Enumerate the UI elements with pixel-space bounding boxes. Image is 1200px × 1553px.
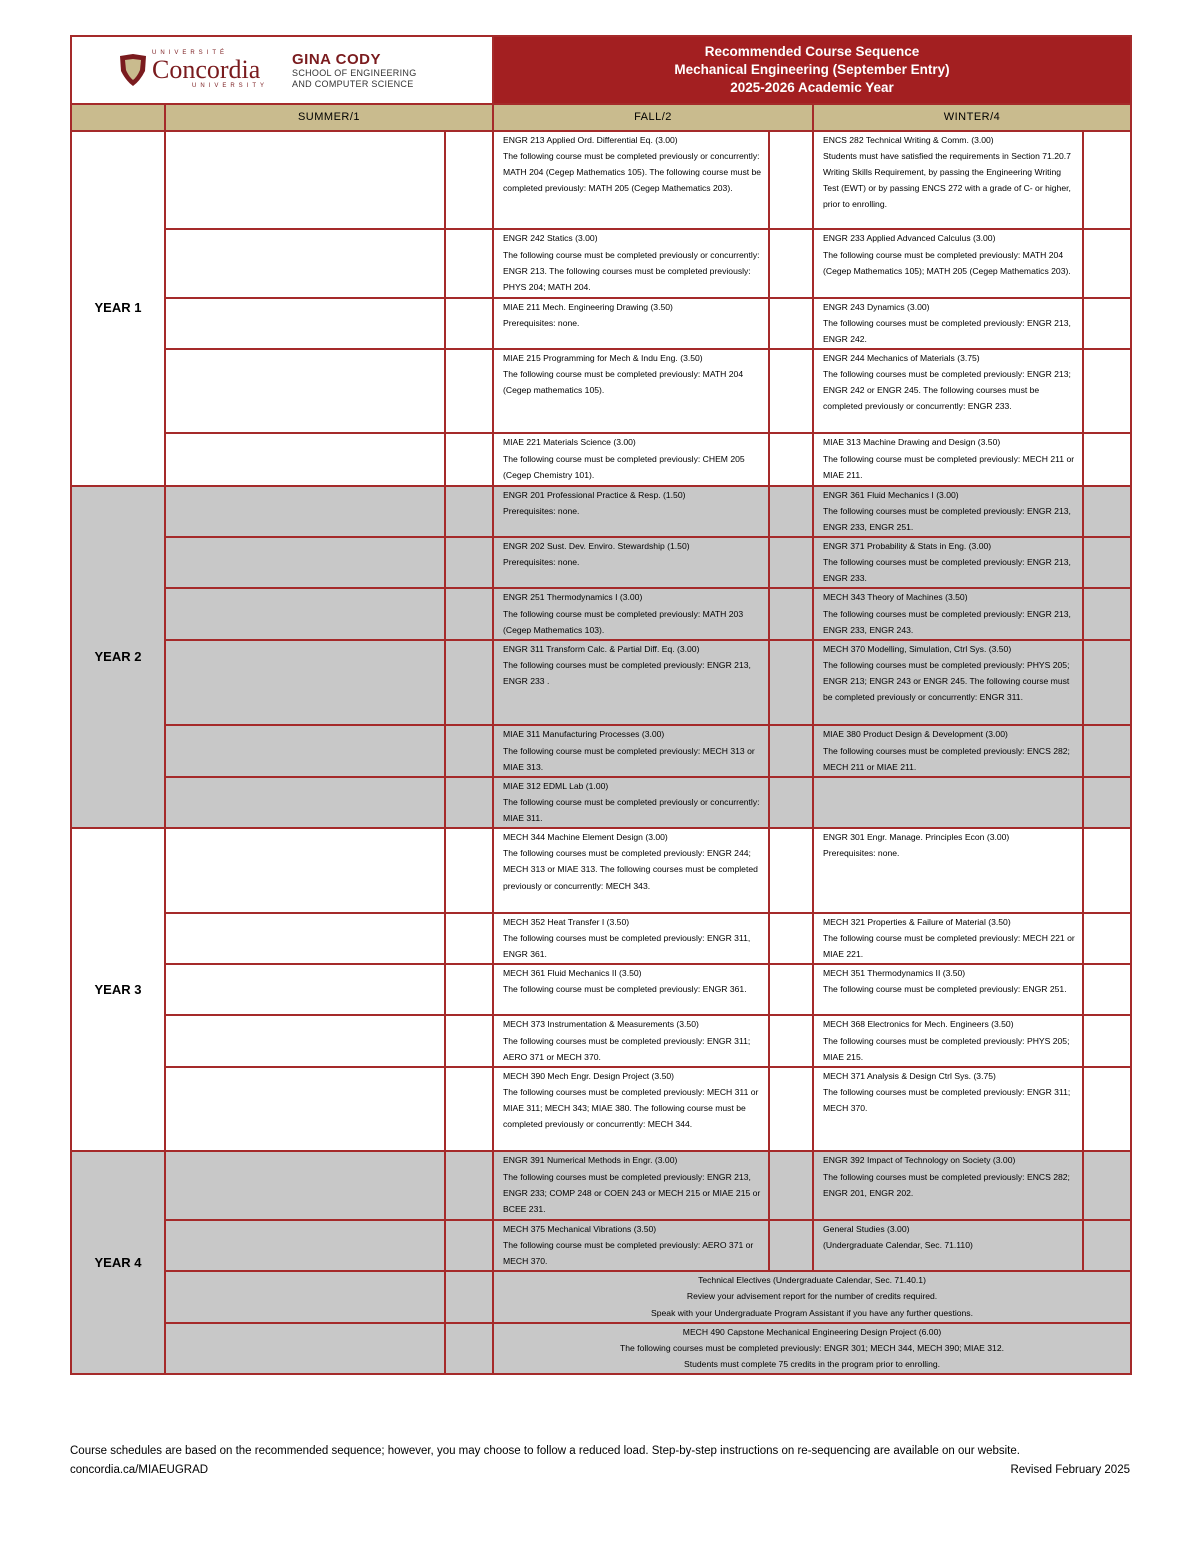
footer-url-link[interactable]: concordia.ca/MIAEUGRAD [70, 1464, 209, 1476]
logo-university-bottom: UNIVERSITY [192, 83, 269, 90]
logo-university-top: UNIVERSITÉ [152, 50, 229, 57]
winter-credit-cell [1083, 1151, 1131, 1219]
course-prereq: The following course must be completed previously: MATH 204 (Cegep mathematics 105). [503, 368, 744, 396]
semester-header-blank [71, 104, 165, 130]
course-prereq: The following course must be completed previously: MECH 211 or MIAE 211. [823, 453, 1075, 480]
summer-credit-cell [445, 1220, 493, 1271]
fall-course-cell [493, 433, 769, 485]
fall-credit-cell [769, 349, 813, 434]
course-title: MECH 352 Heat Transfer I (3.50) [503, 916, 630, 927]
fall-credit-cell [769, 913, 813, 964]
summer-course-cell [165, 349, 445, 434]
title-line-3: 2025-2026 Academic Year [730, 80, 894, 96]
summer-credit-cell [445, 1271, 493, 1322]
summer-course-cell [165, 777, 445, 828]
year-label: YEAR 1 [71, 131, 165, 486]
course-title: ENGR 244 Mechanics of Materials (3.75) [823, 352, 980, 363]
winter-credit-cell [1083, 828, 1131, 913]
course-title: MIAE 312 EDML Lab (1.00) [503, 780, 609, 791]
course-sequence-table [70, 35, 1132, 1375]
page-title-block [493, 36, 1131, 104]
course-title: ENGR 301 Engr. Manage. Principles Econ (3.00) [823, 832, 1010, 843]
winter-credit-cell [1083, 640, 1131, 726]
summer-course-cell [165, 1015, 445, 1066]
course-prereq: The following courses must be completed previously: ENGR 213; ENGR 242 or ENGR 245. The following courses must be completed previously or concurrently: ENGR 233. [823, 368, 1071, 412]
course-prereq: The following course must be completed previously: MATH 204 (Cegep Mathematics 105); MATH 205 (Cegep Mathematics 203). [823, 249, 1071, 276]
winter-course-cell [813, 1220, 1083, 1271]
course-title: ENGR 213 Applied Ord. Differential Eq. (3.00) [503, 134, 678, 145]
summer-credit-cell [445, 298, 493, 349]
summer-course-cell [165, 1271, 445, 1322]
fall-credit-cell [769, 1151, 813, 1219]
summer-course-cell [165, 229, 445, 297]
school-name: GINA CODY [292, 50, 381, 68]
course-prereq: The following courses must be completed previously: PHYS 205; MIAE 215. [823, 1035, 1070, 1062]
course-title: MECH 368 Electronics for Mech. Engineers (3.50) [823, 1019, 1014, 1030]
winter-course-cell [813, 588, 1083, 639]
course-title: ENCS 282 Technical Writing & Comm. (3.00) [823, 134, 994, 145]
winter-credit-cell [1083, 1067, 1131, 1152]
course-title: MIAE 221 Materials Science (3.00) [503, 437, 636, 448]
fall-credit-cell [769, 486, 813, 537]
course-prereq: The following course must be completed previously: AERO 371 or MECH 370. [503, 1239, 754, 1267]
course-title: MECH 361 Fluid Mechanics II (3.50) [503, 968, 642, 979]
summer-credit-cell [445, 725, 493, 776]
course-prereq: Prerequisites: none. [503, 318, 580, 328]
winter-credit-cell [1083, 964, 1131, 1015]
winter-course-cell [813, 964, 1083, 1015]
summer-credit-cell [445, 537, 493, 588]
capstone-cell [493, 1323, 1131, 1375]
course-title: ENGR 391 Numerical Methods in Engr. (3.00) [503, 1155, 678, 1166]
winter-course-cell [813, 298, 1083, 349]
electives-line-3: Speak with your Undergraduate Program Assistant if you have any further questions. [651, 1307, 973, 1318]
logo-cell [71, 36, 493, 104]
course-title: ENGR 311 Transform Calc. & Partial Diff. Eq. (3.00) [503, 643, 700, 654]
fall-course-cell [493, 1220, 769, 1271]
summer-course-cell [165, 828, 445, 913]
year-label: YEAR 3 [71, 828, 165, 1151]
course-title: ENGR 202 Sust. Dev. Enviro. Stewardship (1.50) [503, 541, 690, 552]
course-prereq: The following courses must be completed previously: ENCS 282; ENGR 201, ENGR 202. [823, 1171, 1070, 1198]
summer-credit-cell [445, 640, 493, 726]
fall-course-cell [493, 229, 769, 297]
fall-credit-cell [769, 725, 813, 776]
winter-course-cell [813, 433, 1083, 485]
course-prereq: The following course must be completed previously: MECH 221 or MIAE 221. [823, 932, 1075, 960]
winter-credit-cell [1083, 913, 1131, 964]
winter-course-cell [813, 725, 1083, 776]
winter-credit-cell [1083, 1220, 1131, 1271]
summer-course-cell [165, 131, 445, 230]
fall-course-cell [493, 828, 769, 913]
semester-header-fall: FALL/2 [493, 104, 813, 130]
course-title: ENGR 242 Statics (3.00) [503, 233, 598, 244]
fall-course-cell [493, 640, 769, 726]
summer-credit-cell [445, 349, 493, 434]
fall-credit-cell [769, 131, 813, 230]
fall-course-cell [493, 1067, 769, 1152]
winter-credit-cell [1083, 433, 1131, 485]
winter-course-cell [813, 537, 1083, 588]
summer-credit-cell [445, 777, 493, 828]
school-line1: SCHOOL OF ENGINEERING [292, 67, 417, 78]
winter-credit-cell [1083, 229, 1131, 297]
fall-course-cell [493, 486, 769, 537]
fall-course-cell [493, 1015, 769, 1066]
course-prereq: Prerequisites: none. [823, 848, 900, 859]
course-prereq: The following courses must be completed previously: ENGR 213, ENGR 233, ENGR 251. [823, 505, 1071, 533]
summer-course-cell [165, 725, 445, 776]
fall-course-cell [493, 298, 769, 349]
course-prereq: The following courses must be completed previously: ENGR 213, ENGR 233 . [503, 659, 751, 687]
title-line-2: Mechanical Engineering (September Entry) [674, 62, 950, 78]
course-prereq: Prerequisites: none. [503, 557, 580, 568]
winter-credit-cell [1083, 349, 1131, 434]
course-title: ENGR 251 Thermodynamics I (3.00) [503, 592, 643, 603]
fall-course-cell [493, 1151, 769, 1219]
course-prereq: Students must have satisfied the requirements in Section 71.20.7 Writing Skills Requirement, by passing the Engineering Writing Test (EWT) or by passing ENCS 272 with a grade of C- or higher, prior to enrolling. [823, 150, 1071, 210]
fall-course-cell [493, 777, 769, 828]
course-title: MECH 373 Instrumentation & Measurements (3.50) [503, 1019, 699, 1030]
fall-credit-cell [769, 229, 813, 297]
summer-credit-cell [445, 588, 493, 639]
winter-course-cell [813, 777, 1083, 828]
summer-course-cell [165, 486, 445, 537]
year-label: YEAR 4 [71, 1151, 165, 1374]
fall-credit-cell [769, 588, 813, 639]
summer-course-cell [165, 537, 445, 588]
course-prereq: The following courses must be completed previously: ENGR 311, ENGR 361. [503, 932, 751, 960]
winter-credit-cell [1083, 537, 1131, 588]
course-title: ENGR 243 Dynamics (3.00) [823, 301, 930, 312]
fall-course-cell [493, 537, 769, 588]
school-line2: AND COMPUTER SCIENCE [292, 78, 414, 89]
technical-electives-cell [493, 1271, 1131, 1322]
course-title: ENGR 371 Probability & Stats in Eng. (3.00) [823, 541, 992, 552]
winter-course-cell [813, 486, 1083, 537]
year-label: YEAR 2 [71, 486, 165, 828]
winter-course-cell [813, 229, 1083, 297]
electives-title: Technical Electives (Undergraduate Calendar, Sec. 71.40.1) [698, 1275, 926, 1286]
course-prereq: The following course must be completed previously or concurrently: MIAE 311. [503, 796, 760, 824]
course-title: ENGR 201 Professional Practice & Resp. (1.50) [503, 489, 686, 500]
course-title: ENGR 233 Applied Advanced Calculus (3.00) [823, 233, 996, 244]
capstone-line-3: Students must complete 75 credits in the program prior to enrolling. [683, 1358, 941, 1369]
course-title: MIAE 313 Machine Drawing and Design (3.50) [823, 437, 1001, 448]
capstone-line-2: The following courses must be completed previously: ENGR 301; MECH 344, MECH 390; MIAE 312. [619, 1342, 1005, 1353]
course-prereq: The following courses must be completed previously: ENGR 213, ENGR 233, ENGR 243. [823, 608, 1071, 635]
course-prereq: The following courses must be completed previously: ENGR 311; MECH 370. [823, 1086, 1071, 1114]
winter-course-cell [813, 1015, 1083, 1066]
course-prereq: The following courses must be completed previously: ENGR 244; MECH 313 or MIAE 313. The following courses must be completed previously or concurrently: MECH 343. [503, 848, 758, 891]
fall-credit-cell [769, 1067, 813, 1152]
course-title: MECH 344 Machine Element Design (3.00) [503, 832, 668, 843]
winter-credit-cell [1083, 1015, 1131, 1066]
winter-credit-cell [1083, 298, 1131, 349]
fall-course-cell [493, 588, 769, 639]
summer-course-cell [165, 1067, 445, 1152]
summer-course-cell [165, 1151, 445, 1219]
summer-course-cell [165, 298, 445, 349]
summer-course-cell [165, 913, 445, 964]
summer-credit-cell [445, 1151, 493, 1219]
course-prereq: The following courses must be completed previously: ENGR 213, ENGR 242. [823, 318, 1071, 345]
summer-credit-cell [445, 828, 493, 913]
winter-course-cell [813, 913, 1083, 964]
winter-credit-cell [1083, 725, 1131, 776]
summer-credit-cell [445, 964, 493, 1015]
course-title: MECH 321 Properties & Failure of Material (3.50) [823, 916, 1011, 927]
summer-course-cell [165, 1220, 445, 1271]
summer-course-cell [165, 433, 445, 485]
course-prereq: The following course must be completed previously: MECH 313 or MIAE 313. [503, 745, 755, 772]
summer-credit-cell [445, 913, 493, 964]
winter-course-cell [813, 640, 1083, 726]
fall-course-cell [493, 725, 769, 776]
fall-credit-cell [769, 298, 813, 349]
fall-credit-cell [769, 433, 813, 485]
course-title: MECH 351 Thermodynamics II (3.50) [823, 968, 966, 979]
course-prereq: The following courses must be completed previously: ENCS 282; MECH 211 or MIAE 211. [823, 745, 1070, 772]
course-prereq: The following course must be completed previously: ENGR 361. [503, 984, 747, 995]
logo-concordia-text: Concordia [152, 55, 261, 85]
course-title: ENGR 392 Impact of Technology on Society (3.00) [823, 1155, 1016, 1166]
winter-course-cell [813, 1151, 1083, 1219]
winter-credit-cell [1083, 777, 1131, 828]
capstone-title: MECH 490 Capstone Mechanical Engineering Design Project (6.00) [682, 1326, 942, 1337]
semester-header-summer: SUMMER/1 [165, 104, 493, 130]
semester-header-winter: WINTER/4 [813, 104, 1131, 130]
course-title: MECH 375 Mechanical Vibrations (3.50) [503, 1223, 657, 1234]
fall-course-cell [493, 964, 769, 1015]
fall-course-cell [493, 131, 769, 230]
footer-revised: Revised February 2025 [1010, 1464, 1130, 1476]
fall-course-cell [493, 913, 769, 964]
footer-note: Course schedules are based on the recommended sequence; however, you may choose to follow a reduced load. Step-by-step instructions on re-sequencing are available on our website. [70, 1445, 1020, 1457]
course-prereq: The following course must be completed previously or concurrently: MATH 204 (Cegep Mathematics 105). The following course must be completed previously: MATH 205 (Cegep Mathematics 203). [503, 150, 762, 194]
course-prereq: The following courses must be completed previously: ENGR 213, ENGR 233. [823, 557, 1071, 584]
course-title: MIAE 311 Manufacturing Processes (3.00) [503, 729, 665, 740]
course-title: MIAE 215 Programming for Mech & Indu Eng. (3.50) [503, 352, 703, 363]
winter-course-cell [813, 349, 1083, 434]
summer-credit-cell [445, 433, 493, 485]
fall-credit-cell [769, 640, 813, 726]
fall-course-cell [493, 349, 769, 434]
fall-credit-cell [769, 828, 813, 913]
course-prereq: The following course must be completed previously or concurrently: ENGR 213. The following courses must be completed previously: PHYS 204; MATH 204. [503, 249, 760, 292]
school-logo [292, 51, 416, 90]
course-prereq: The following courses must be completed previously: PHYS 205; ENGR 213; ENGR 243 or ENGR 245. The following course must be completed previously or concurrently: ENGR 311. [823, 659, 1070, 703]
course-title: General Studies (3.00) [823, 1223, 910, 1234]
winter-course-cell [813, 131, 1083, 230]
course-title: MIAE 380 Product Design & Development (3.00) [823, 729, 1008, 740]
course-prereq: The following course must be completed previously: ENGR 251. [823, 984, 1067, 995]
summer-credit-cell [445, 229, 493, 297]
course-prereq: (Undergraduate Calendar, Sec. 71.110) [823, 1239, 973, 1250]
summer-course-cell [165, 588, 445, 639]
summer-credit-cell [445, 131, 493, 230]
course-prereq: The following course must be completed previously: MATH 203 (Cegep Mathematics 103). [503, 608, 744, 635]
electives-line-2: Review your advisement report for the number of credits required. [686, 1291, 938, 1302]
course-title: MECH 371 Analysis & Design Ctrl Sys. (3.75) [823, 1070, 996, 1081]
fall-credit-cell [769, 1015, 813, 1066]
course-title: ENGR 361 Fluid Mechanics I (3.00) [823, 489, 959, 500]
summer-course-cell [165, 1323, 445, 1375]
fall-credit-cell [769, 537, 813, 588]
fall-credit-cell [769, 964, 813, 1015]
summer-credit-cell [445, 1323, 493, 1375]
course-prereq: Prerequisites: none. [503, 505, 580, 516]
winter-course-cell [813, 828, 1083, 913]
course-prereq: The following course must be completed previously: CHEM 205 (Cegep Chemistry 101). [503, 453, 745, 480]
course-title: MECH 370 Modelling, Simulation, Ctrl Sys. (3.50) [823, 643, 1012, 654]
course-title: MECH 390 Mech Engr. Design Project (3.50) [503, 1070, 674, 1081]
winter-credit-cell [1083, 486, 1131, 537]
course-title: MIAE 211 Mech. Engineering Drawing (3.50) [503, 301, 673, 312]
title-line-1: Recommended Course Sequence [704, 44, 920, 60]
winter-course-cell [813, 1067, 1083, 1152]
summer-credit-cell [445, 486, 493, 537]
footer [70, 1442, 1130, 1480]
concordia-crest-icon [118, 53, 148, 87]
fall-credit-cell [769, 1220, 813, 1271]
course-prereq: The following courses must be completed previously: ENGR 213, ENGR 233; COMP 248 or COEN 243 or MECH 215 or MIAE 215 or BCEE 231. [503, 1171, 761, 1214]
summer-credit-cell [445, 1015, 493, 1066]
summer-course-cell [165, 640, 445, 726]
summer-course-cell [165, 964, 445, 1015]
winter-credit-cell [1083, 588, 1131, 639]
summer-credit-cell [445, 1067, 493, 1152]
winter-credit-cell [1083, 131, 1131, 230]
course-prereq: The following courses must be completed previously: MECH 311 or MIAE 311; MECH 343; MIAE 380. The following course must be completed previously or concurrently: MECH 344. [503, 1086, 759, 1130]
course-title: MECH 343 Theory of Machines (3.50) [823, 592, 968, 603]
course-prereq: The following courses must be completed previously: ENGR 311; AERO 371 or MECH 370. [503, 1035, 751, 1062]
fall-credit-cell [769, 777, 813, 828]
